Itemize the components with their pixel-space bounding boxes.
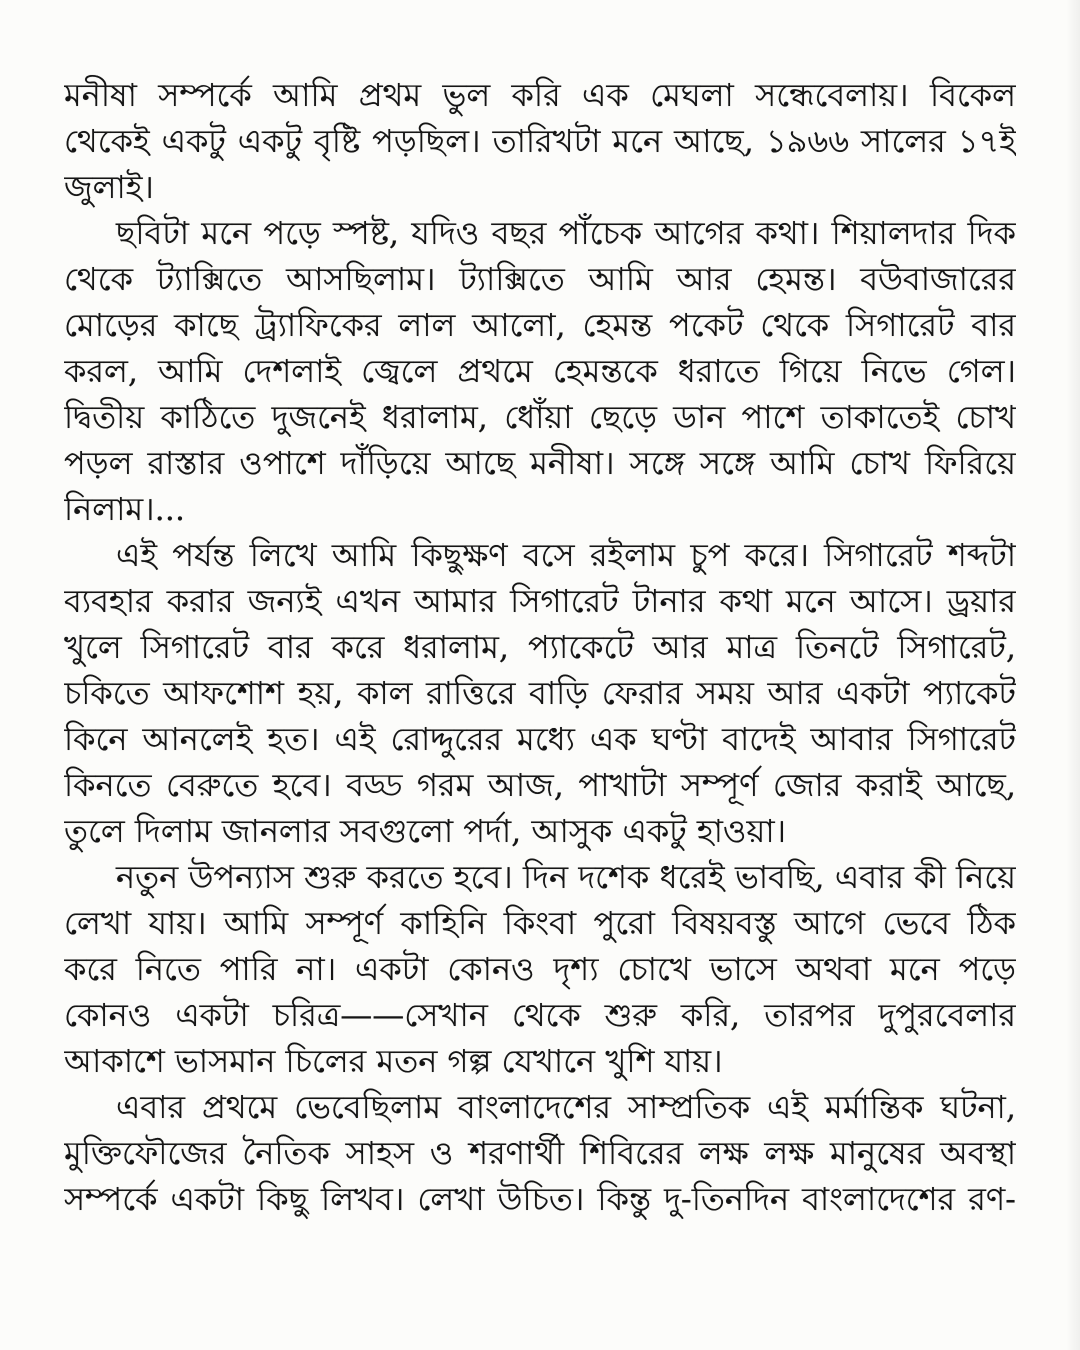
text-line: দ্বিতীয় কাঠিতে দুজনেই ধরালাম, ধোঁয়া ছেড়ে ডান পাশে তাকাতেই চোখ bbox=[64, 398, 1016, 436]
text-line: তুলে দিলাম জানলার সবগুলো পর্দা, আসুক একটু হাওয়া। bbox=[64, 812, 787, 850]
text-line: খুলে সিগারেট বার করে ধরালাম, প্যাকেটে আর মাত্র তিনটে সিগারেট, bbox=[64, 628, 1016, 666]
text-line: জুলাই। bbox=[64, 168, 154, 206]
text-line: কোনও একটা চরিত্র——সেখান থেকে শুরু করি, তারপর দুপুরবেলার bbox=[64, 996, 1016, 1034]
paragraph-1 bbox=[64, 72, 1016, 210]
text-line: কিনতে বেরুতে হবে। বড্ড গরম আজ, পাখাটা সম্পূর্ণ জোর করাই আছে, bbox=[64, 766, 1016, 804]
text-line: কিনে আনলেই হত। এই রোদ্দুরের মধ্যে এক ঘণ্টা বাদেই আবার সিগারেট bbox=[64, 720, 1016, 758]
text-line: করল, আমি দেশলাই জ্বেলে প্রথমে হেমন্তকে ধরাতে গিয়ে নিভে গেল। bbox=[64, 352, 1016, 390]
text-line: সম্পর্কে একটা কিছু লিখব। লেখা উচিত। কিন্তু দু-তিনদিন বাংলাদেশের রণ- bbox=[64, 1180, 1016, 1218]
text-line: আকাশে ভাসমান চিলের মতন গল্প যেখানে খুশি যায়। bbox=[64, 1042, 723, 1080]
paragraph-3 bbox=[64, 532, 1016, 854]
text-line: নতুন উপন্যাস শুরু করতে হবে। দিন দশেক ধরেই ভাবছি, এবার কী নিয়ে bbox=[116, 858, 1016, 896]
paragraph-2 bbox=[64, 210, 1016, 532]
paragraph-5 bbox=[64, 1084, 1016, 1222]
text-line: চকিতে আফশোশ হয়, কাল রাত্তিরে বাড়ি ফেরার সময় আর একটা প্যাকেট bbox=[64, 674, 1016, 712]
text-line: নিলাম।... bbox=[64, 490, 186, 528]
text-line: ব্যবহার করার জন্যই এখন আমার সিগারেট টানার কথা মনে আসে। ড্রয়ার bbox=[64, 582, 1016, 620]
text-line: করে নিতে পারি না। একটা কোনও দৃশ্য চোখে ভাসে অথবা মনে পড়ে bbox=[64, 950, 1016, 988]
text-line: থেকে ট্যাক্সিতে আসছিলাম। ট্যাক্সিতে আমি আর হেমন্ত। বউবাজারের bbox=[64, 260, 1016, 298]
page-body bbox=[64, 72, 1016, 1222]
text-line: মুক্তিফৌজের নৈতিক সাহস ও শরণার্থী শিবিরের লক্ষ লক্ষ মানুষের অবস্থা bbox=[64, 1134, 1016, 1172]
scan-edge-shadow bbox=[1066, 0, 1080, 1350]
text-line: এবার প্রথমে ভেবেছিলাম বাংলাদেশের সাম্প্রতিক এই মর্মান্তিক ঘটনা, bbox=[116, 1088, 1016, 1126]
paragraph-4 bbox=[64, 854, 1016, 1084]
text-line: পড়ল রাস্তার ওপাশে দাঁড়িয়ে আছে মনীষা। সঙ্গে সঙ্গে আমি চোখ ফিরিয়ে bbox=[64, 444, 1016, 482]
text-line: মনীষা সম্পর্কে আমি প্রথম ভুল করি এক মেঘলা সন্ধেবেলায়। বিকেল bbox=[64, 76, 1016, 114]
text-line: এই পর্যন্ত লিখে আমি কিছুক্ষণ বসে রইলাম চুপ করে। সিগারেট শব্দটা bbox=[116, 536, 1016, 574]
text-line: মোড়ের কাছে ট্র্যাফিকের লাল আলো, হেমন্ত পকেট থেকে সিগারেট বার bbox=[64, 306, 1016, 344]
text-line: থেকেই একটু একটু বৃষ্টি পড়ছিল। তারিখটা মনে আছে, ১৯৬৬ সালের ১৭ই bbox=[64, 122, 1016, 160]
text-line: ছবিটা মনে পড়ে স্পষ্ট, যদিও বছর পাঁচেক আগের কথা। শিয়ালদার দিক bbox=[116, 214, 1016, 252]
text-line: লেখা যায়। আমি সম্পূর্ণ কাহিনি কিংবা পুরো বিষয়বস্তু আগে ভেবে ঠিক bbox=[64, 904, 1016, 942]
